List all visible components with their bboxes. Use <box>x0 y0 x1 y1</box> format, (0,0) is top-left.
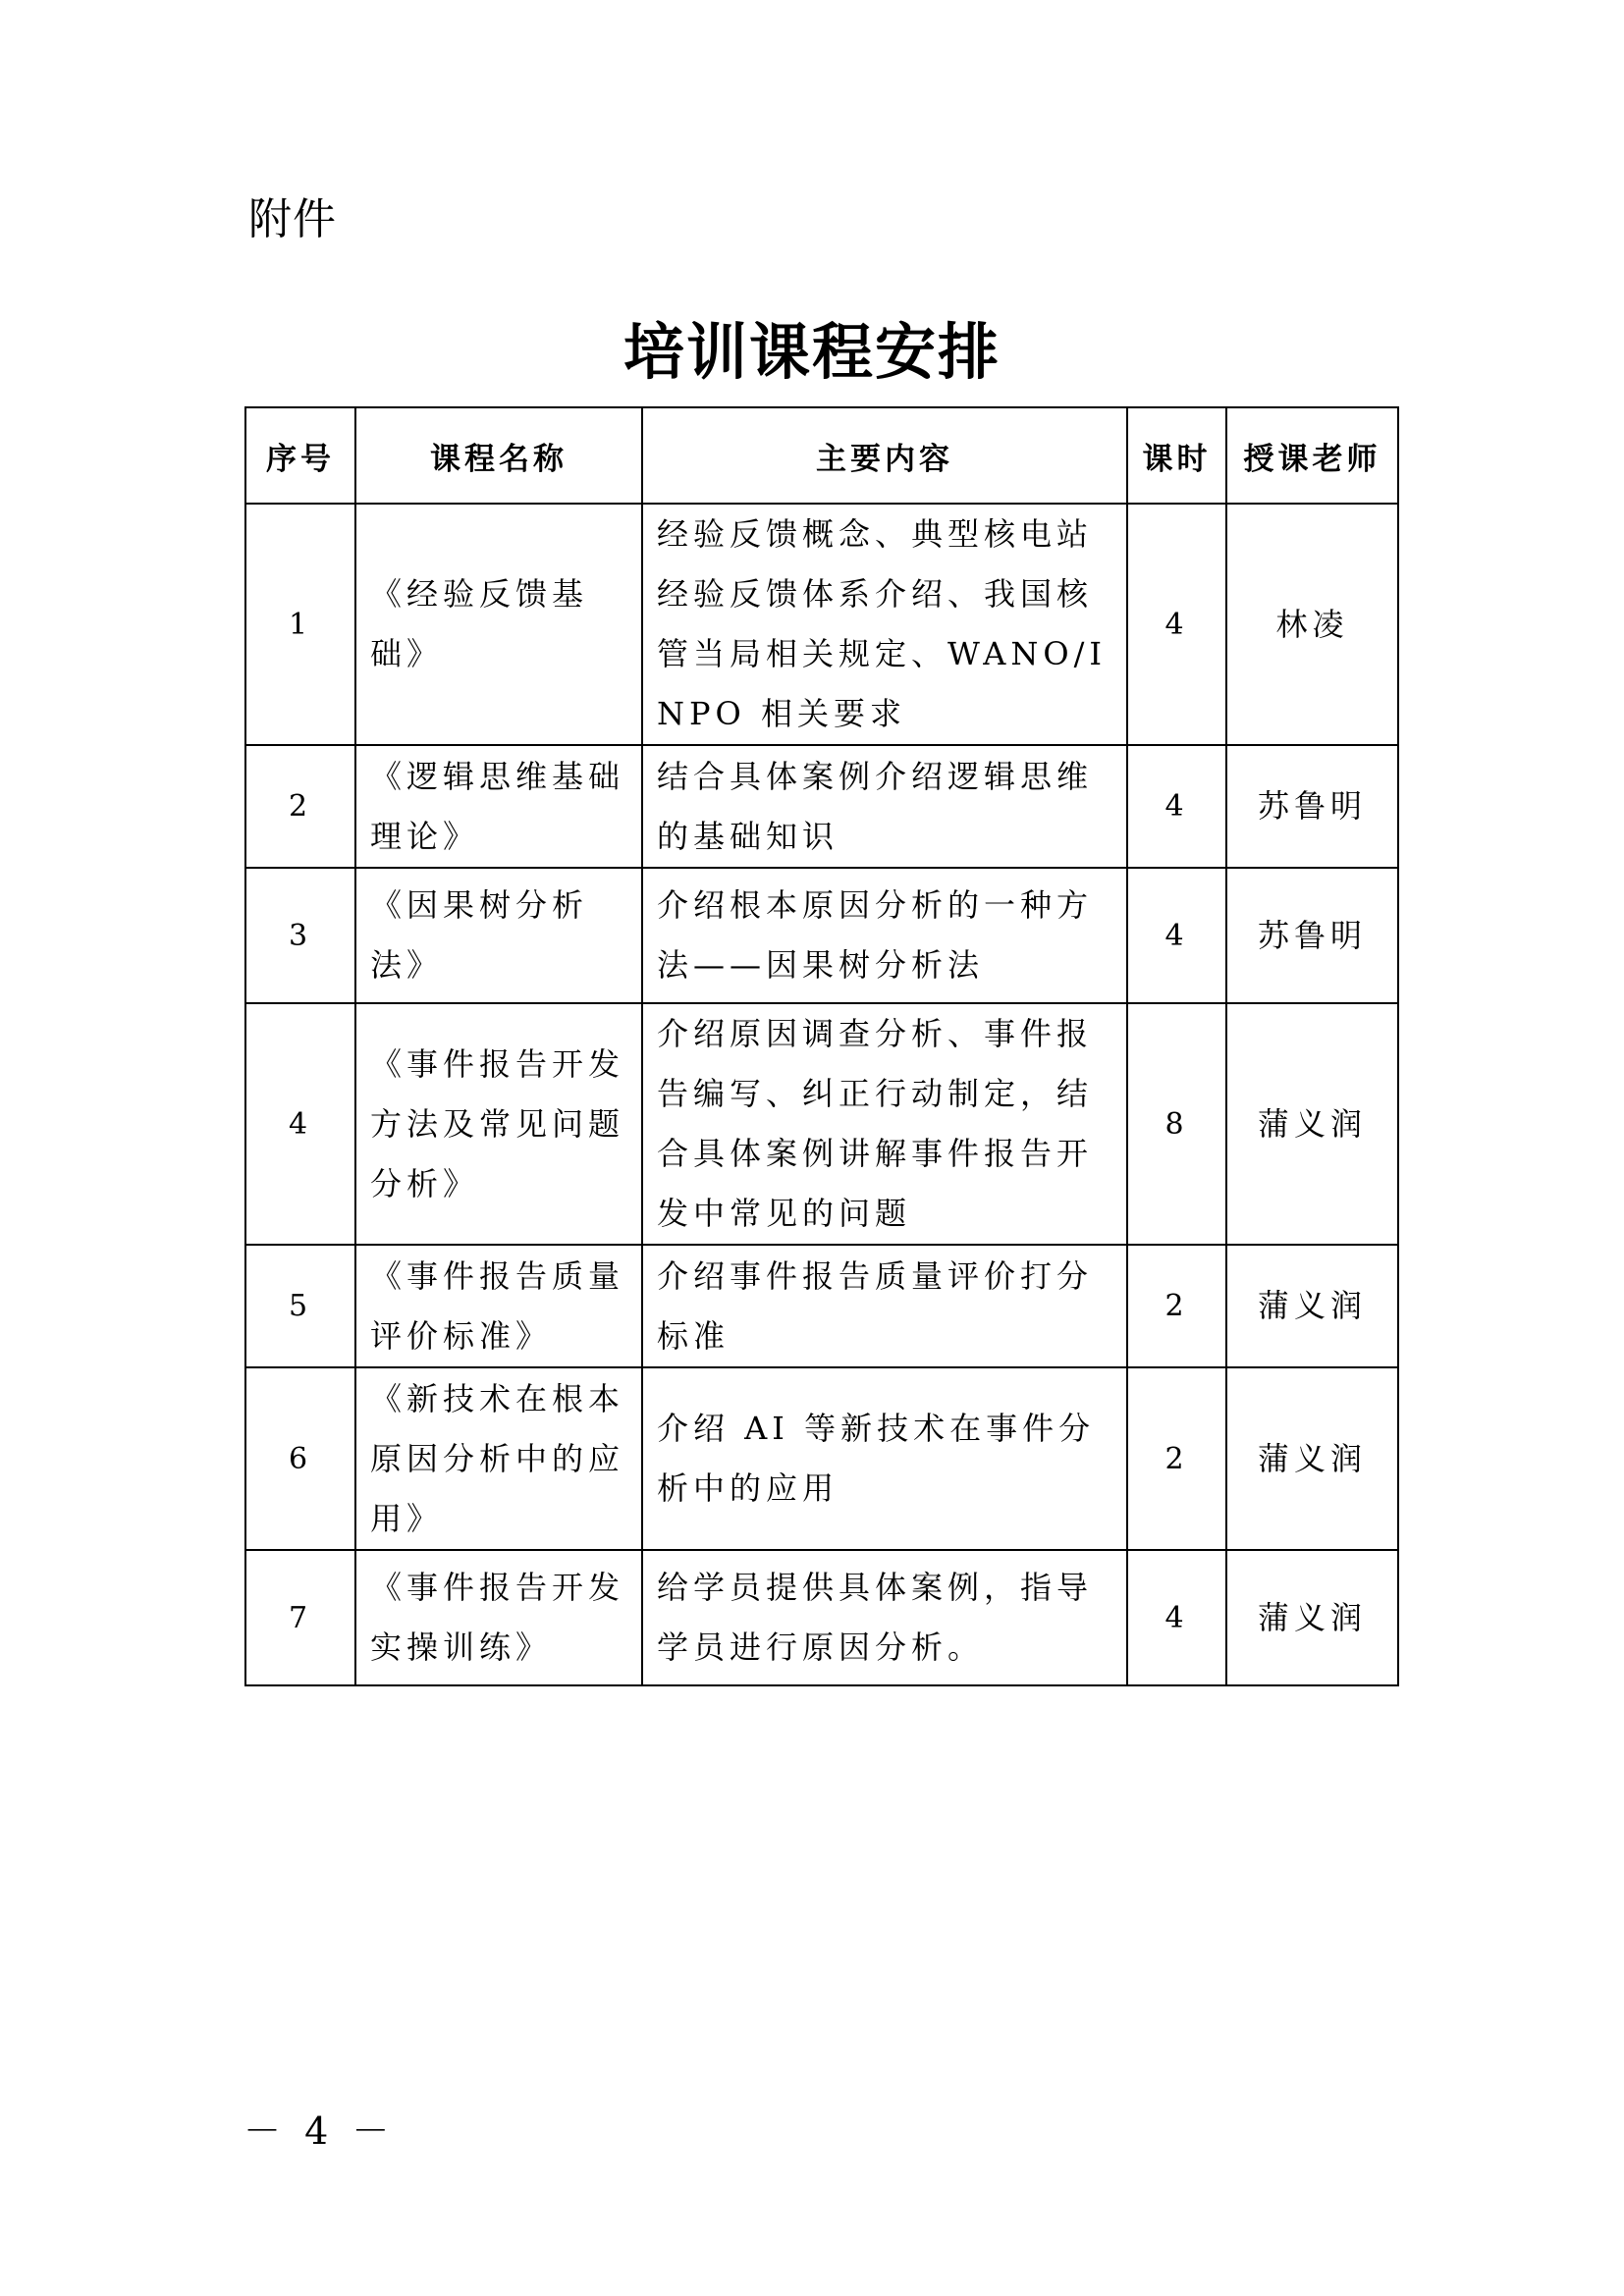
row-course-name: 《新技术在根本原因分析中的应用》 <box>355 1367 642 1550</box>
table-row <box>245 1550 1398 1685</box>
row-index: 4 <box>245 1003 355 1245</box>
table-row <box>245 1245 1398 1367</box>
row-teacher: 蒲义润 <box>1226 1003 1398 1245</box>
table-row <box>245 745 1398 868</box>
row-course-name: 《逻辑思维基础理论》 <box>355 745 642 868</box>
header-hours: 课时 <box>1127 407 1226 504</box>
row-teacher: 苏鲁明 <box>1226 745 1398 868</box>
row-hours: 2 <box>1127 1367 1226 1550</box>
table-row <box>245 1003 1398 1245</box>
row-content: 介绍根本原因分析的一种方法——因果树分析法 <box>642 868 1127 1003</box>
row-hours: 4 <box>1127 745 1226 868</box>
page-title: 培训课程安排 <box>623 316 1001 388</box>
row-index: 3 <box>245 868 355 1003</box>
table-row <box>245 504 1398 745</box>
row-teacher: 蒲义润 <box>1226 1245 1398 1367</box>
row-index: 7 <box>245 1550 355 1685</box>
table-row <box>245 868 1398 1003</box>
row-index: 1 <box>245 504 355 745</box>
row-index: 6 <box>245 1367 355 1550</box>
row-teacher: 林凌 <box>1226 504 1398 745</box>
row-content: 结合具体案例介绍逻辑思维的基础知识 <box>642 745 1127 868</box>
header-index: 序号 <box>245 407 355 504</box>
row-course-name: 《经验反馈基础》 <box>355 504 642 745</box>
row-content: 经验反馈概念、典型核电站经验反馈体系介绍、我国核管当局相关规定、WANO/INPO 相关要求 <box>642 504 1127 745</box>
row-teacher: 苏鲁明 <box>1226 868 1398 1003</box>
row-course-name: 《事件报告开发实操训练》 <box>355 1550 642 1685</box>
row-content: 介绍事件报告质量评价打分标准 <box>642 1245 1127 1367</box>
page-number: － 4 － <box>244 2109 396 2153</box>
row-course-name: 《事件报告开发方法及常见问题分析》 <box>355 1003 642 1245</box>
row-index: 5 <box>245 1245 355 1367</box>
row-hours: 2 <box>1127 1245 1226 1367</box>
row-hours: 4 <box>1127 868 1226 1003</box>
row-hours: 4 <box>1127 1550 1226 1685</box>
header-course-name: 课程名称 <box>355 407 642 504</box>
row-hours: 4 <box>1127 504 1226 745</box>
header-content: 主要内容 <box>642 407 1127 504</box>
header-teacher: 授课老师 <box>1226 407 1398 504</box>
row-course-name: 《因果树分析法》 <box>355 868 642 1003</box>
row-hours: 8 <box>1127 1003 1226 1245</box>
row-content: 给学员提供具体案例，指导学员进行原因分析。 <box>642 1550 1127 1685</box>
table-header-row <box>245 407 1398 504</box>
row-index: 2 <box>245 745 355 868</box>
row-teacher: 蒲义润 <box>1226 1550 1398 1685</box>
row-content: 介绍原因调查分析、事件报告编写、纠正行动制定，结合具体案例讲解事件报告开发中常见的问题 <box>642 1003 1127 1245</box>
row-content: 介绍 AI 等新技术在事件分析中的应用 <box>642 1367 1127 1550</box>
attachment-label: 附件 <box>248 194 337 244</box>
table-row <box>245 1367 1398 1550</box>
row-teacher: 蒲义润 <box>1226 1367 1398 1550</box>
row-course-name: 《事件报告质量评价标准》 <box>355 1245 642 1367</box>
course-schedule-table <box>244 406 1399 1686</box>
